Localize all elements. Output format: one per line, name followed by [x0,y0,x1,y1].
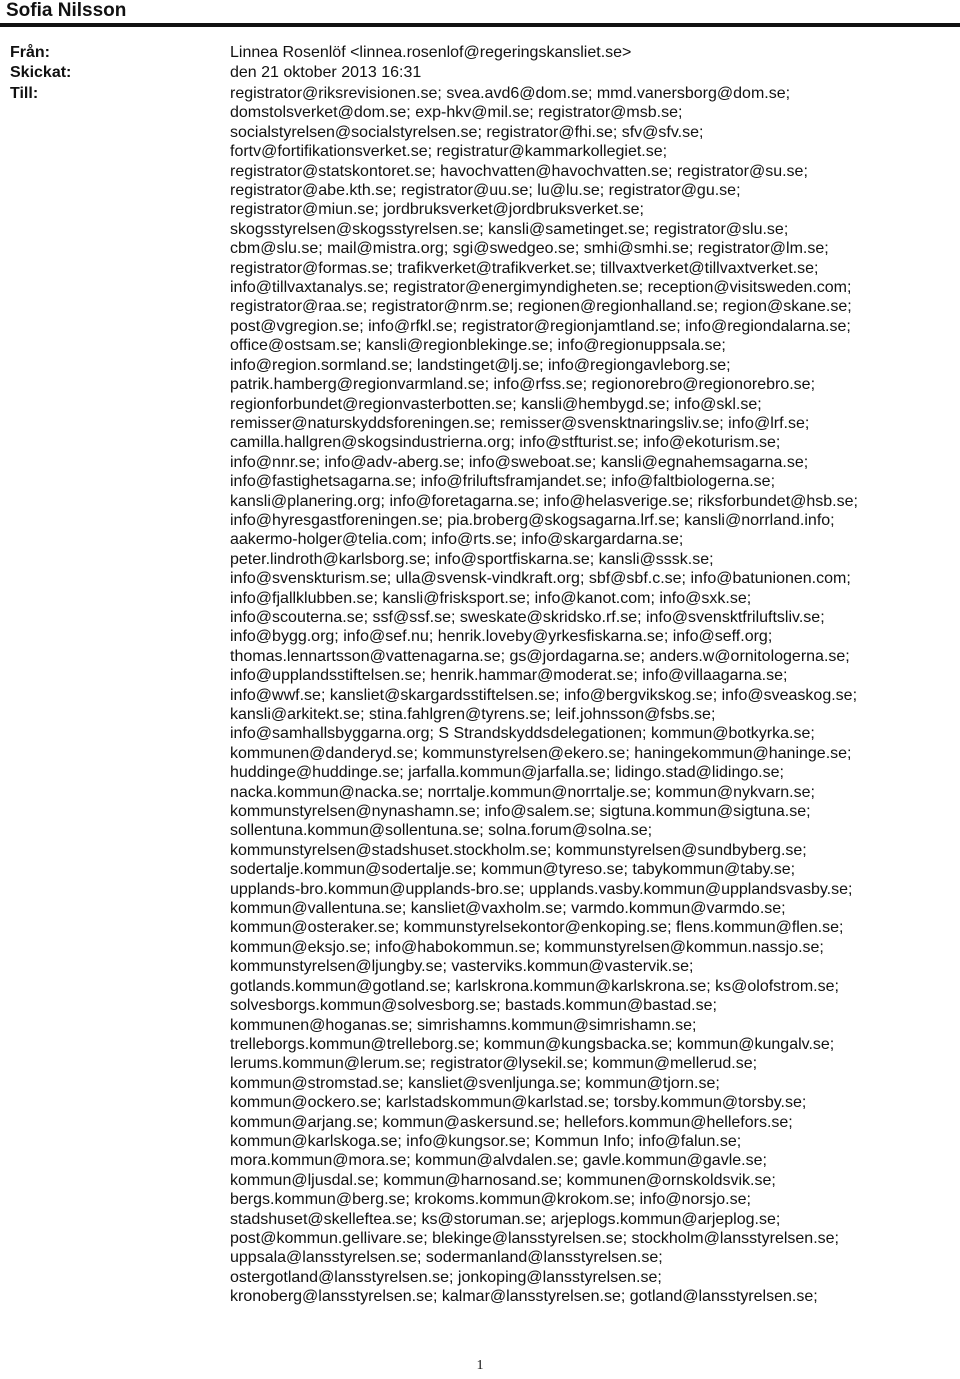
recipient-line: kommunstyrelsen@ljungby.se; vasterviks.kommun@vastervik.se; [230,958,694,976]
recipient-line: office@ostsam.se; kansli@regionblekinge.se; info@regionuppsala.se; [230,337,726,355]
recipient-line: uppsala@lansstyrelsen.se; sodermanland@lansstyrelsen.se; [230,1249,663,1267]
recipient-line: info@bygg.org; info@sef.nu; henrik.loveby@yrkesfiskarna.se; info@seff.org; [230,628,773,646]
to-label: Till: [10,85,39,102]
recipient-line: info@region.sormland.se; landstinget@lj.se; info@regiongavleborg.se; [230,356,731,374]
recipient-line: remisser@naturskyddsforeningen.se; remisser@svensktnaringsliv.se; info@lrf.se; [230,414,810,432]
recipient-line: info@wwf.se; kansliet@skargardsstiftelsen.se; info@bergvikskog.se; info@sveaskog.se; [230,686,858,704]
recipient-line: registrator@abe.kth.se; registrator@uu.se; lu@lu.se; registrator@gu.se; [230,182,741,200]
header-rule [0,23,960,27]
recipient-line: kommun@karlskoga.se; info@kungsor.se; Kommun Info; info@falun.se; [230,1132,742,1150]
recipient-line: kommun@osteraker.se; kommunstyrelsekontor@enkoping.se; flens.kommun@flen.se; [230,919,844,937]
recipient-line: mora.kommun@mora.se; kommun@alvdalen.se; gavle.kommun@gavle.se; [230,1152,767,1170]
page-number: 1 [476,1358,484,1373]
recipient-line: sollentuna.kommun@sollentuna.se; solna.forum@solna.se; [230,822,653,840]
recipient-line: huddinge@huddinge.se; jarfalla.kommun@jarfalla.se; lidingo.stad@lidingo.se; [230,764,784,782]
recipient-line: patrik.hamberg@regionvarmland.se; info@rfss.se; regionorebro@regionorebro.se; [230,376,816,394]
recipient-line: info@upplandsstiftelsen.se; henrik.hammar@moderat.se; info@villaagarna.se; [230,667,788,685]
recipient-line: gotlands.kommun@gotland.se; karlskrona.kommun@karlskrona.se; ks@olofstrom.se; [230,977,839,995]
sent-value: den 21 oktober 2013 16:31 [230,64,422,81]
recipient-line: info@fastighetsagarna.se; info@friluftsframjandet.se; info@faltbiologerna.se; [230,473,776,491]
recipient-line: kommun@stromstad.se; kansliet@svenljunga.se; kommun@tjorn.se; [230,1074,720,1092]
recipient-line: kommunstyrelsen@stadshuset.stockholm.se; kommunstyrelsen@sundbyberg.se; [230,841,807,859]
recipient-line: bergs.kommun@berg.se; krokoms.kommun@krokom.se; info@norsjo.se; [230,1191,751,1209]
recipient-line: info@nnr.se; info@adv-aberg.se; info@sweboat.se; kansli@egnahemsagarna.se; [230,453,809,471]
recipient-line: registrator@miun.se; jordbruksverket@jordbruksverket.se; [230,201,644,219]
sent-label: Skickat: [10,64,72,81]
recipient-line: post@vgregion.se; info@rfkl.se; registrator@regionjamtland.se; info@regiondalarna.se; [230,317,851,335]
recipient-line: info@hyresgastforeningen.se; pia.broberg@skogsagarna.lrf.se; kansli@norrland.info; [230,511,835,529]
recipient-line: kansli@arkitekt.se; stina.fahlgren@tyrens.se; leif.johnsson@fsbs.se; [230,706,716,723]
recipient-line: thomas.lennartsson@vattenagarna.se; gs@jordagarna.se; anders.w@ornitologerna.se; [230,647,850,665]
recipient-line: post@kommun.gellivare.se; blekinge@lansstyrelsen.se; stockholm@lansstyrelsen.se; [230,1229,839,1247]
recipient-line: aakermo-holger@telia.com; info@rts.se; info@skargardarna.se; [230,531,684,549]
recipient-line: peter.lindroth@karlsborg.se; info@sportfiskarna.se; kansli@sssk.se; [230,550,714,568]
recipient-line: domstolsverket@dom.se; exp-hkv@mil.se; registrator@msb.se; [230,104,683,122]
recipient-line: stadshuset@skelleftea.se; ks@storuman.se; arjeplogs.kommun@arjeplog.se; [230,1210,781,1228]
recipient-line: info@fjallklubben.se; kansli@frisksport.se; info@kanot.com; info@sxk.se; [230,589,752,607]
recipient-line: kommun@vallentuna.se; kansliet@vaxholm.se; varmdo.kommun@varmdo.se; [230,900,786,918]
recipient-line: registrator@riksrevisionen.se; svea.avd6@dom.se; mmd.vanersborg@dom.se; [230,85,791,102]
recipient-line: cbm@slu.se; mail@mistra.org; sgi@swedgeo.se; smhi@smhi.se; registrator@lm.se; [230,240,829,258]
recipient-line: info@scouterna.se; ssf@ssf.se; sweskate@skridsko.rf.se; info@svensktfriluftsliv.se; [230,608,825,626]
recipient-line: trelleborgs.kommun@trelleborg.se; kommun@kungsbacka.se; kommun@kungalv.se; [230,1035,835,1053]
recipient-line: upplands-bro.kommun@upplands-bro.se; upplands.vasby.kommun@upplandsvasby.se; [230,880,853,898]
recipient-line: kronoberg@lansstyrelsen.se; kalmar@lansstyrelsen.se; gotland@lansstyrelsen.se; [230,1288,818,1306]
recipient-line: fortv@fortifikationsverket.se; registratur@kammarkollegiet.se; [230,143,668,161]
recipient-line: camilla.hallgren@skogsindustrierna.org; info@stfturist.se; info@ekoturism.se; [230,434,781,452]
recipient-line: regionforbundet@regionvasterbotten.se; kansli@hembygd.se; info@skl.se; [230,395,762,413]
recipient-line: kansli@planering.org; info@foretagarna.se; info@helasverige.se; riksforbundet@hsb.se; [230,492,858,510]
recipient-line: ostergotland@lansstyrelsen.se; jonkoping@lansstyrelsen.se; [230,1268,662,1286]
recipient-line: solvesborgs.kommun@solvesborg.se; bastads.kommun@bastad.se; [230,997,717,1015]
recipient-line: kommunen@hoganas.se; simrishamns.kommun@simrishamn.se; [230,1016,697,1034]
recipient-line: kommun@ljusdal.se; kommun@harnosand.se; kommunen@ornskoldsvik.se; [230,1171,776,1189]
recipient-line: kommun@ockero.se; karlstadskommun@karlstad.se; torsby.kommun@torsby.se; [230,1094,807,1112]
recipient-line: socialstyrelsen@socialstyrelsen.se; registrator@fhi.se; sfv@sfv.se; [230,123,704,141]
document-owner-title: Sofia Nilsson [6,0,127,21]
recipient-line: kommun@eksjo.se; info@habokommun.se; kommunstyrelsen@kommun.nassjo.se; [230,938,824,956]
recipient-line: sodertalje.kommun@sodertalje.se; kommun@tyreso.se; tabykommun@taby.se; [230,861,796,879]
recipient-line: registrator@formas.se; trafikverket@trafikverket.se; tillvaxtverket@tillvaxtverket.se; [230,259,819,277]
recipient-line: kommunstyrelsen@nynashamn.se; info@salem.se; sigtuna.kommun@sigtuna.se; [230,803,811,821]
recipient-line: registrator@raa.se; registrator@nrm.se; regionen@regionhalland.se; region@skane.se; [230,298,852,316]
recipient-line: lerums.kommun@lerum.se; registrator@lysekil.se; kommun@mellerud.se; [230,1055,758,1073]
recipient-line: skogsstyrelsen@skogsstyrelsen.se; kansli@sametinget.se; registrator@slu.se; [230,220,789,238]
recipient-line: nacka.kommun@nacka.se; norrtalje.kommun@norrtalje.se; kommun@nykvarn.se; [230,783,815,801]
from-value: Linnea Rosenlöf <linnea.rosenlof@regeringskansliet.se> [230,44,632,61]
from-label: Från: [10,44,50,61]
recipient-list [230,84,955,1307]
recipient-line: info@tillvaxtanalys.se; registrator@energimyndigheten.se; reception@visitsweden.com; [230,279,852,297]
recipient-line: kommunen@danderyd.se; kommunstyrelsen@ekero.se; haningekommun@haninge.se; [230,744,852,762]
recipient-line: registrator@statskontoret.se; havochvatten@havochvatten.se; registrator@su.se; [230,162,808,180]
recipient-line: info@svenskturism.se; ulla@svensk-vindkraft.org; sbf@sbf.c.se; info@batunionen.com; [230,570,851,588]
recipient-line: info@samhallsbyggarna.org; S Strandskyddsdelegationen; kommun@botkyrka.se; [230,725,815,743]
recipient-line: kommun@arjang.se; kommun@askersund.se; hellefors.kommun@hellefors.se; [230,1113,793,1131]
